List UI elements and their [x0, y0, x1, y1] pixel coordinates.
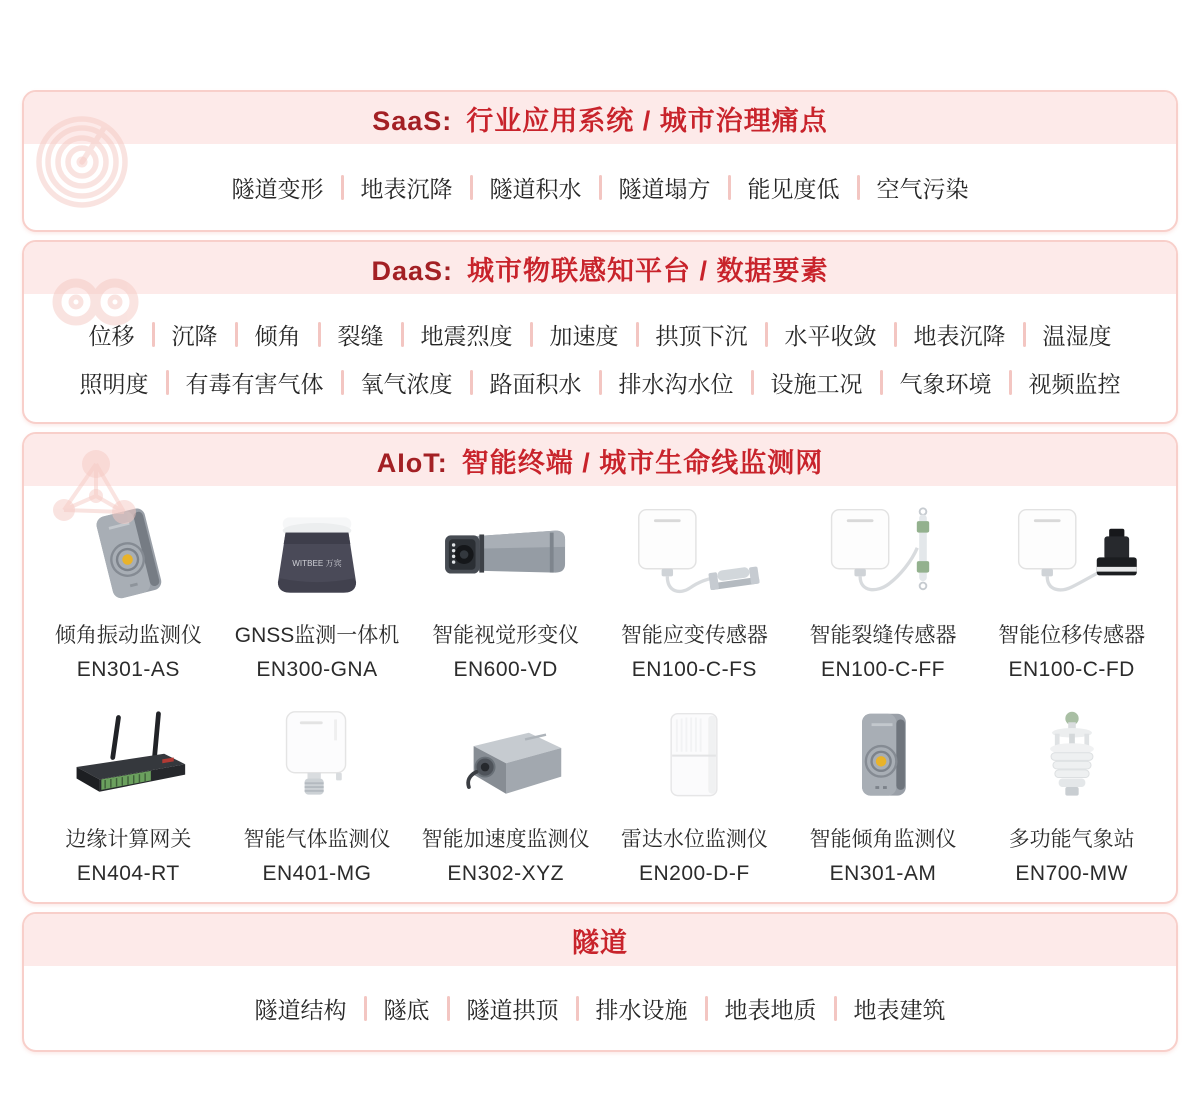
device-name: 智能加速度监测仪 — [421, 828, 590, 851]
daas-card — [22, 240, 1178, 424]
crack-sensor-image — [803, 504, 963, 604]
saas-item-row — [215, 171, 986, 204]
separator — [857, 175, 860, 200]
separator — [576, 996, 579, 1021]
device-card-EN300-GNA — [223, 504, 412, 682]
tunnel-item: 排水设施 — [595, 996, 688, 1023]
tunnel-item: 地表建筑 — [853, 996, 946, 1023]
saas-item: 空气污染 — [876, 175, 969, 202]
device-name: 雷达水位监测仪 — [620, 828, 768, 851]
device-name: 智能倾角监测仪 — [809, 828, 957, 851]
device-name: 智能裂缝传感器 — [809, 624, 957, 647]
device-model: EN100-C-FD — [1008, 658, 1135, 681]
edge-gateway-image — [48, 708, 208, 808]
separator — [765, 322, 768, 347]
tunnel-title — [572, 921, 628, 960]
weather-station-image — [992, 708, 1152, 808]
device-name: 倾角振动监测仪 — [54, 624, 202, 647]
separator — [636, 322, 639, 347]
separator — [880, 370, 883, 395]
device-model: EN100-C-FS — [631, 658, 757, 681]
device-model: EN700-MW — [1015, 862, 1128, 885]
daas-item: 设施工况 — [770, 370, 863, 397]
device-name: 智能应变传感器 — [620, 624, 768, 647]
separator — [341, 370, 344, 395]
separator — [401, 322, 404, 347]
device-model: EN200-D-F — [638, 862, 750, 885]
saas-item: 隧道积水 — [489, 175, 582, 202]
device-card-EN700-MW — [977, 708, 1166, 886]
saas-item: 隧道塌方 — [618, 175, 711, 202]
device-card-EN600-VD — [411, 504, 600, 682]
daas-item: 位移 — [88, 322, 135, 349]
daas-item: 拱顶下沉 — [655, 322, 748, 349]
aiot-device-grid — [24, 486, 1176, 902]
tunnel-item: 地表地质 — [724, 996, 817, 1023]
daas-item: 照明度 — [79, 370, 149, 397]
saas-card — [22, 90, 1178, 232]
daas-item: 沉降 — [171, 322, 218, 349]
daas-title-main: 城市物联感知平台 / 数据要素 — [467, 255, 829, 286]
device-name: 智能视觉形变仪 — [432, 624, 580, 647]
daas-item-row-1 — [72, 318, 1129, 351]
tunnel-item-row — [238, 992, 963, 1025]
device-model: EN401-MG — [262, 862, 372, 885]
separator — [834, 996, 837, 1021]
separator — [705, 996, 708, 1021]
daas-item: 裂缝 — [337, 322, 384, 349]
separator — [447, 996, 450, 1021]
separator — [166, 370, 169, 395]
tunnel-body — [24, 966, 1176, 1050]
device-card-EN301-AM — [789, 708, 978, 886]
separator — [751, 370, 754, 395]
separator — [235, 322, 238, 347]
daas-item: 氧气浓度 — [360, 370, 453, 397]
displacement-sensor-image — [992, 504, 1152, 604]
device-model: EN100-C-FF — [820, 658, 945, 681]
aiot-header-band — [24, 434, 1176, 486]
saas-title — [372, 99, 828, 138]
tunnel-card — [22, 912, 1178, 1052]
device-name: 边缘计算网关 — [65, 828, 192, 851]
daas-body — [24, 294, 1176, 422]
device-model: EN302-XYZ — [447, 862, 564, 885]
saas-item: 能见度低 — [747, 175, 840, 202]
separator — [341, 175, 344, 200]
separator — [530, 322, 533, 347]
aiot-title — [377, 441, 824, 480]
saas-header-band — [24, 92, 1176, 144]
device-model: EN300-GNA — [256, 658, 378, 681]
device-card-EN401-MG — [223, 708, 412, 886]
gas-monitor-image — [237, 708, 397, 808]
daas-item: 加速度 — [549, 322, 619, 349]
tilt-monitor-image — [803, 708, 963, 808]
saas-title-main: 行业应用系统 / 城市治理痛点 — [466, 105, 828, 136]
device-name: 智能气体监测仪 — [243, 828, 391, 851]
device-card-EN302-XYZ — [411, 708, 600, 886]
aiot-title-prefix: AIoT: — [376, 447, 448, 478]
aiot-card — [22, 432, 1178, 904]
daas-item-row-2 — [63, 366, 1138, 399]
device-model: EN600-VD — [453, 658, 558, 681]
tunnel-item: 隧道拱顶 — [466, 996, 559, 1023]
saas-body — [24, 144, 1176, 230]
daas-item: 有毒有害气体 — [185, 370, 324, 397]
vision-deformation-camera-image — [426, 504, 586, 604]
separator — [1009, 370, 1012, 395]
device-model: EN404-RT — [76, 862, 180, 885]
device-model: EN301-AM — [829, 862, 937, 885]
separator — [599, 175, 602, 200]
daas-header-band — [24, 242, 1176, 294]
saas-item: 地表沉降 — [360, 175, 453, 202]
daas-item: 气象环境 — [899, 370, 992, 397]
device-card-EN100-C-FD — [977, 504, 1166, 682]
separator — [1023, 322, 1026, 347]
separator — [470, 370, 473, 395]
separator — [599, 370, 602, 395]
strain-sensor-image — [614, 504, 774, 604]
device-name: 智能位移传感器 — [998, 624, 1146, 647]
saas-item: 隧道变形 — [231, 175, 324, 202]
separator — [894, 322, 897, 347]
daas-item: 视频监控 — [1028, 370, 1121, 397]
daas-item: 地表沉降 — [913, 322, 1006, 349]
daas-item: 排水沟水位 — [618, 370, 734, 397]
device-card-EN301-AS — [34, 504, 223, 682]
radar-water-level-image — [614, 708, 774, 808]
daas-item: 路面积水 — [489, 370, 582, 397]
svg-text:WITBEE 万宾: WITBEE 万宾 — [292, 558, 342, 568]
device-card-EN404-RT — [34, 708, 223, 886]
aiot-title-main: 智能终端 / 城市生命线监测网 — [461, 447, 824, 478]
tunnel-title-main: 隧道 — [572, 927, 628, 958]
device-card-EN100-C-FF — [789, 504, 978, 682]
daas-title — [371, 249, 828, 288]
daas-item: 水平收敛 — [784, 322, 877, 349]
separator — [364, 996, 367, 1021]
daas-item: 地震烈度 — [420, 322, 513, 349]
tunnel-header-band — [24, 914, 1176, 966]
separator — [728, 175, 731, 200]
gnss-monitor-station-image — [242, 504, 392, 604]
daas-title-prefix: DaaS: — [371, 255, 453, 286]
daas-item: 温湿度 — [1042, 322, 1112, 349]
tunnel-item: 隧底 — [383, 996, 430, 1023]
device-name: 多功能气象站 — [1008, 828, 1135, 851]
device-model: EN301-AS — [76, 658, 180, 681]
accelerometer-image — [426, 708, 586, 808]
separator — [152, 322, 155, 347]
separator — [318, 322, 321, 347]
tunnel-item: 隧道结构 — [254, 996, 347, 1023]
tilt-vibration-sensor-image — [53, 504, 203, 604]
device-name: GNSS监测一体机 — [234, 624, 400, 647]
device-card-EN100-C-FS — [600, 504, 789, 682]
daas-item: 倾角 — [254, 322, 301, 349]
separator — [470, 175, 473, 200]
saas-title-prefix: SaaS: — [372, 105, 453, 136]
device-card-EN200-D-F — [600, 708, 789, 886]
